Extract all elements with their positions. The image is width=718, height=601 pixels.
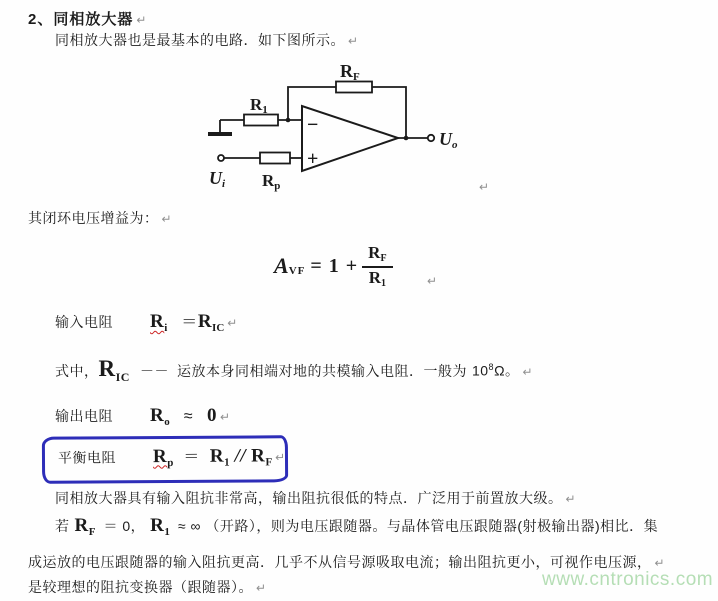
gain-caption-text: 其闭环电压增益为： — [28, 210, 159, 226]
output-resistance-symbol: $R_o$ — [150, 405, 170, 428]
balance-equals: ＝ — [183, 448, 200, 466]
follower-paragraph-line3 — [28, 575, 266, 600]
input-terminal — [218, 155, 224, 161]
input-resistance-value-symbol: $R_{IC}$ — [197, 311, 225, 334]
paragraph-mark: ↵ — [479, 180, 490, 194]
opamp-minus-sign: − — [307, 114, 319, 136]
watermark: www.cntronics.com — [542, 569, 714, 590]
junction-dot-output — [404, 136, 409, 141]
resistor-r1-body — [244, 115, 278, 126]
follower-line2-text: 成运放的电压跟随器的输入阻抗更高．几乎不从信号源吸取电流；输出阻抗更小，可视作电压源， — [28, 554, 652, 570]
section-title-text: 2、同相放大器 — [28, 11, 134, 28]
paragraph-mark: ↵ — [275, 449, 286, 464]
input-resistance-label: 输入电阻 — [55, 314, 113, 330]
opamp-circuit-svg — [202, 55, 502, 200]
gain-formula — [274, 240, 393, 292]
paragraph-mark: ↵ — [348, 34, 359, 48]
circuit-diagram — [202, 55, 502, 200]
follower-paragraph-line1 — [55, 514, 658, 544]
formula-fraction — [362, 243, 392, 289]
label-rp: Rp — [262, 171, 281, 192]
paragraph-mark: ↵ — [136, 13, 147, 27]
output-resistance-approx: ≈ — [183, 408, 194, 425]
input-resistance-symbol: $R_i$ — [150, 311, 168, 334]
paragraph-mark: ↵ — [565, 492, 576, 506]
junction-dot-inverting — [286, 118, 291, 123]
where-description: 运放本身同相端对地的共模输入电阻．一般为 — [176, 362, 467, 379]
formula-plus: + — [345, 254, 358, 277]
where-lead: 式中， — [55, 362, 99, 379]
follower-rf-symbol: $R_F$ — [74, 515, 96, 538]
follower-lead: 若 — [55, 518, 70, 534]
balance-resistance-label: 平衡电阻 — [57, 448, 117, 466]
gain-caption-line — [28, 206, 172, 231]
section-title — [28, 8, 146, 29]
where-power-value: $10^8\Omega$。 — [471, 362, 520, 379]
features-paragraph — [55, 486, 576, 511]
paragraph-mark: ↵ — [161, 212, 172, 226]
where-dash: －－ — [139, 362, 169, 379]
output-resistance-value: 0 — [207, 405, 218, 426]
balance-resistance-row — [58, 444, 285, 475]
paragraph-mark: ↵ — [427, 274, 438, 288]
parallel-operator: // — [234, 445, 247, 467]
paragraph-mark: ↵ — [654, 556, 665, 570]
balance-rf-symbol: $R_F$ — [251, 444, 273, 468]
paragraph-mark: ↵ — [256, 581, 267, 595]
highlight-box — [42, 435, 288, 484]
resistor-rf-body — [336, 82, 372, 93]
formula-avf-base: A — [274, 253, 289, 278]
output-resistance-label: 输出电阻 — [55, 408, 113, 424]
formula-denominator: R1 — [368, 267, 386, 289]
follower-tail: ≈ ∞ （开路），则为电压跟随器。与晶体管电压跟随器(射极输出器)相比．集 — [177, 518, 659, 534]
where-clause-row — [55, 355, 533, 389]
intro-line — [55, 28, 358, 53]
formula-numerator: RF — [362, 243, 392, 268]
balance-r1-symbol: $R_1$ — [209, 445, 230, 469]
paragraph-mark: ↵ — [220, 410, 231, 424]
opamp-plus-sign: + — [307, 148, 319, 170]
input-resistance-equals: ＝ — [181, 314, 198, 331]
label-ui: Ui — [209, 168, 226, 190]
input-resistance-row — [55, 310, 237, 340]
paragraph-mark: ↵ — [227, 316, 238, 330]
formula-avf-subscript: VF — [288, 265, 306, 277]
where-ric-symbol: $R_{IC}$ — [98, 355, 130, 384]
formula-one: 1 — [328, 254, 339, 277]
label-rf: RF — [340, 61, 360, 83]
paragraph-mark: ↵ — [522, 364, 533, 379]
follower-mid: ＝ 0， — [103, 518, 146, 534]
follower-line3-text: 是较理想的阻抗变换器（跟随器）。 — [28, 579, 253, 595]
balance-resistance-symbol: $R_p$ — [152, 445, 174, 469]
output-resistance-row — [55, 404, 230, 434]
intro-text: 同相放大器也是最基本的电路．如下图所示。 — [55, 32, 345, 48]
resistor-rp-body — [260, 153, 290, 164]
label-r1: R1 — [250, 95, 268, 116]
features-text: 同相放大器具有输入阻抗非常高，输出阻抗很低的特点．广泛用于前置放大级。 — [55, 490, 563, 506]
output-terminal — [428, 135, 434, 141]
follower-r1-symbol: $R_1$ — [150, 515, 170, 538]
formula-equals: = — [310, 254, 322, 277]
label-uo: Uo — [439, 129, 458, 151]
